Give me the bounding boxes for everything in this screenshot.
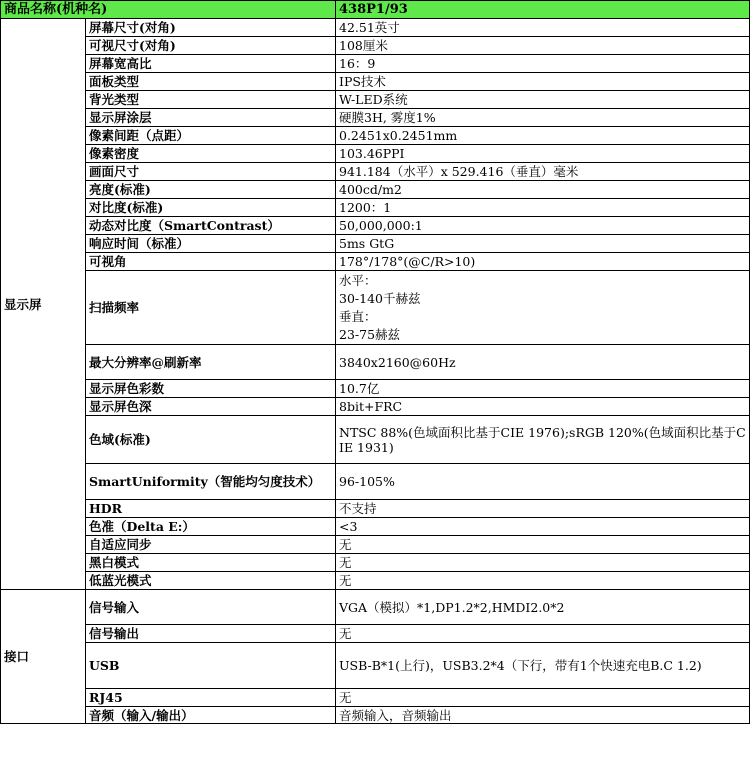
table-row xyxy=(1,217,750,235)
table-row xyxy=(1,271,750,345)
spec-label: 背光类型 xyxy=(86,91,336,109)
table-row xyxy=(1,37,750,55)
spec-label: 响应时间（标准） xyxy=(86,235,336,253)
spec-label: 屏幕宽高比 xyxy=(86,55,336,73)
table-row xyxy=(1,73,750,91)
table-row xyxy=(1,707,750,724)
spec-value: 400cd/m2 xyxy=(336,181,750,199)
spec-label: 色准（Delta E:） xyxy=(86,518,336,536)
spec-value: 音频输入，音频输出 xyxy=(336,707,750,724)
spec-value: 941.184（水平）x 529.416（垂直）毫米 xyxy=(336,163,750,181)
spec-label: 可视尺寸(对角) xyxy=(86,37,336,55)
spec-label: 色域(标准) xyxy=(86,416,336,464)
spec-value: 5ms GtG xyxy=(336,235,750,253)
table-row xyxy=(1,500,750,518)
spec-label: 画面尺寸 xyxy=(86,163,336,181)
spec-value: 103.46PPI xyxy=(336,145,750,163)
spec-label: 低蓝光模式 xyxy=(86,572,336,590)
spec-value-line: 23-75赫兹 xyxy=(339,326,401,342)
spec-label: 动态对比度（SmartContrast） xyxy=(86,217,336,235)
spec-value: 108厘米 xyxy=(336,37,750,55)
table-row xyxy=(1,554,750,572)
spec-label: RJ45 xyxy=(86,689,336,707)
spec-value: 16：9 xyxy=(336,55,750,73)
table-row xyxy=(1,625,750,643)
spec-value: 无 xyxy=(336,625,750,643)
spec-label: 显示屏涂层 xyxy=(86,109,336,127)
table-row xyxy=(1,380,750,398)
table-row xyxy=(1,518,750,536)
table-row xyxy=(1,689,750,707)
spec-value: NTSC 88%(色域面积比基于CIE 1976);sRGB 120%(色域面积比基于CIE 1931) xyxy=(336,416,750,464)
table-row xyxy=(1,464,750,500)
spec-label: 对比度(标准) xyxy=(86,199,336,217)
spec-value: 0.2451x0.2451mm xyxy=(336,127,750,145)
spec-label: 显示屏色深 xyxy=(86,398,336,416)
spec-label: 显示屏色彩数 xyxy=(86,380,336,398)
model-number: 438P1/93 xyxy=(336,1,750,19)
spec-value: VGA（模拟）*1,DP1.2*2,HMDI2.0*2 xyxy=(336,590,750,625)
spec-value: <3 xyxy=(336,518,750,536)
table-row xyxy=(1,590,750,625)
spec-label: 亮度(标准) xyxy=(86,181,336,199)
spec-label: 最大分辨率@刷新率 xyxy=(86,345,336,380)
header-row xyxy=(1,1,750,19)
spec-value: 96-105% xyxy=(336,464,750,500)
spec-value: W-LED系统 xyxy=(336,91,750,109)
spec-value: 3840x2160@60Hz xyxy=(336,345,750,380)
spec-value: 硬膜3H, 雾度1% xyxy=(336,109,750,127)
spec-label: 像素密度 xyxy=(86,145,336,163)
table-row xyxy=(1,145,750,163)
table-row xyxy=(1,163,750,181)
table-row xyxy=(1,19,750,37)
spec-label: 像素间距（点距） xyxy=(86,127,336,145)
spec-value-line: 水平： xyxy=(339,272,377,288)
table-row xyxy=(1,199,750,217)
spec-label: 屏幕尺寸(对角) xyxy=(86,19,336,37)
table-row xyxy=(1,181,750,199)
table-row xyxy=(1,398,750,416)
spec-label: 音频（输入/输出） xyxy=(86,707,336,724)
spec-value: 178°/178°(@C/R>10) xyxy=(336,253,750,271)
spec-label: USB xyxy=(86,643,336,689)
spec-label: 信号输出 xyxy=(86,625,336,643)
product-name-label: 商品名称(机种名) xyxy=(1,1,336,19)
spec-label: HDR xyxy=(86,500,336,518)
table-row xyxy=(1,91,750,109)
spec-value: 1200：1 xyxy=(336,199,750,217)
spec-value: 10.7亿 xyxy=(336,380,750,398)
spec-value xyxy=(336,271,750,345)
spec-value: 无 xyxy=(336,572,750,590)
spec-value: 无 xyxy=(336,689,750,707)
table-row xyxy=(1,55,750,73)
table-row xyxy=(1,345,750,380)
spec-label: 扫描频率 xyxy=(86,271,336,345)
table-row xyxy=(1,109,750,127)
spec-value-line: 垂直： xyxy=(339,308,377,324)
spec-value: 8bit+FRC xyxy=(336,398,750,416)
spec-value: 50,000,000:1 xyxy=(336,217,750,235)
table-row xyxy=(1,643,750,689)
table-row xyxy=(1,253,750,271)
spec-label: 面板类型 xyxy=(86,73,336,91)
spec-label: 可视角 xyxy=(86,253,336,271)
spec-label: 自适应同步 xyxy=(86,536,336,554)
table-row xyxy=(1,127,750,145)
spec-value: 无 xyxy=(336,554,750,572)
table-row xyxy=(1,572,750,590)
spec-value: IPS技术 xyxy=(336,73,750,91)
display-group-label: 显示屏 xyxy=(1,19,86,590)
spec-value: 无 xyxy=(336,536,750,554)
interface-group-label: 接口 xyxy=(1,590,86,724)
spec-value: USB-B*1(上行)，USB3.2*4（下行，带有1个快速充电B.C 1.2) xyxy=(336,643,750,689)
table-row xyxy=(1,536,750,554)
spec-value: 不支持 xyxy=(336,500,750,518)
spec-value: 42.51英寸 xyxy=(336,19,750,37)
spec-label: SmartUniformity（智能均匀度技术） xyxy=(86,464,336,500)
table-row xyxy=(1,416,750,464)
spec-label: 黑白模式 xyxy=(86,554,336,572)
table-row xyxy=(1,235,750,253)
spec-value-line: 30-140千赫兹 xyxy=(339,290,421,306)
spec-label: 信号输入 xyxy=(86,590,336,625)
